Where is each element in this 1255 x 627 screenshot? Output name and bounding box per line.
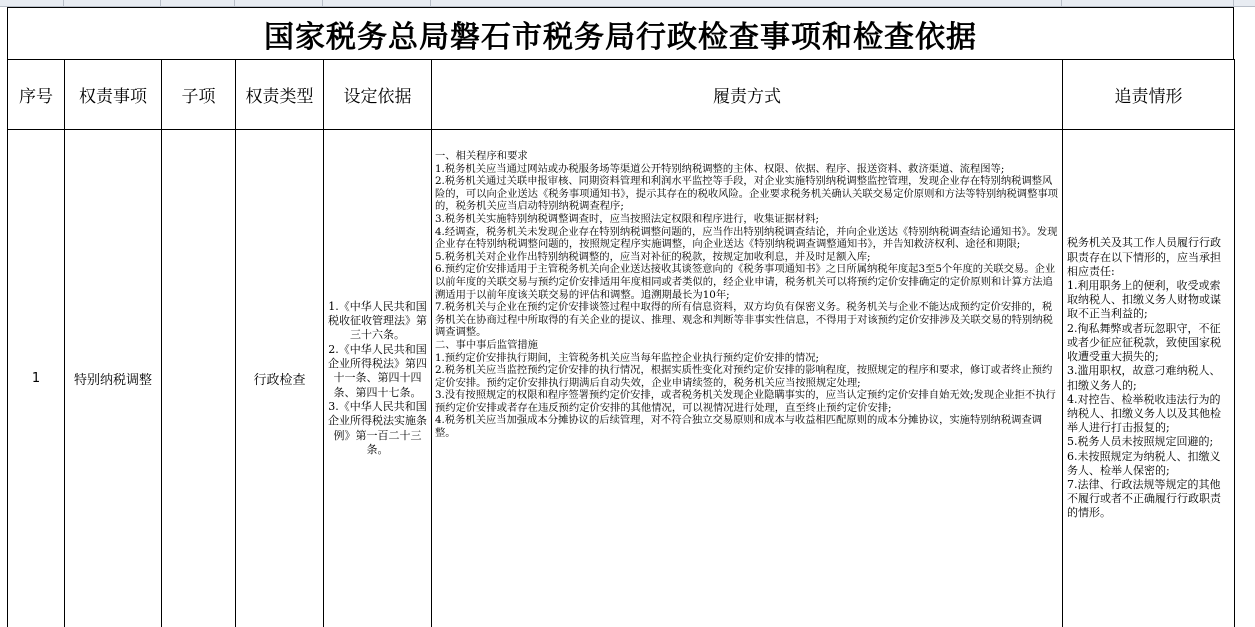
method-line: 1.预约定价安排执行期间，主管税务机关应当每年监控企业执行预约定价安排的情况;: [435, 351, 819, 364]
cell-item[interactable]: 特别纳税调整: [65, 130, 162, 627]
accountability-line: 3.滥用职权，故意刁难纳税人、扣缴义务人的;: [1067, 364, 1221, 392]
basis-line: 1.《中华人民共和国税收征收管理法》第三十六条。: [328, 299, 427, 342]
accountability-line: 4.对控告、检举税收违法行为的纳税人、扣缴义务人以及其他检举人进行打击报复的;: [1067, 392, 1221, 435]
method-line: 3.没有按照规定的权限和程序签署预约定价安排，或者税务机关发现企业隐瞒事实的，应当认定预约定价安排自始无效;发现企业拒不执行预约定价安排或者存在违反预约定价安排的其他情况，可以视情况进行处理，直至终止预约定价安排;: [435, 389, 1056, 414]
spreadsheet-column-header-strip: [0, 0, 1255, 7]
sheet-title: 国家税务总局磐石市税务局行政检查事项和检查依据: [7, 7, 1234, 59]
cell-sub[interactable]: [162, 130, 236, 627]
header-type[interactable]: 权责类型: [236, 60, 324, 130]
accountability-line: 5.税务人员未按照规定回避的;: [1067, 435, 1214, 449]
method-line: 4.经调查，税务机关未发现企业存在特别纳税调整问题的，应当作出特别纳税调查结论，并向企业送达《特别纳税调查结论通知书》。发现企业存在特别纳税调整问题的，按照规定程序实施调整，向企业送达《特别纳税调查调整通知书》，并告知救济权利、途径和期限;: [435, 225, 1058, 251]
cell-seq[interactable]: 1: [8, 130, 65, 627]
spreadsheet-sheet: [0, 7, 1255, 627]
cell-accountability[interactable]: [1063, 130, 1235, 627]
header-method[interactable]: 履责方式: [432, 60, 1063, 130]
accountability-line: 7.法律、行政法规等规定的其他不履行或者不正确履行行政职责的情形。: [1067, 477, 1221, 520]
header-sub[interactable]: 子项: [162, 60, 236, 130]
table-row: [8, 130, 1235, 627]
method-line: 4.税务机关应当加强成本分摊协议的后续管理，对不符合独立交易原则和成本与收益相匹配原则的成本分摊协议，实施特别纳税调查调整。: [435, 414, 1043, 440]
header-basis[interactable]: 设定依据: [324, 60, 432, 130]
cell-method[interactable]: [432, 130, 1063, 627]
inspection-items-table: [7, 59, 1235, 627]
basis-line: 3.《中华人民共和国企业所得税法实施条例》第一百二十三条。: [328, 399, 427, 456]
method-line: 2.税务机关应当监控预约定价安排的执行情况，根据实质性变化对预约定价安排的影响程度，按照规定的程序和要求，修订或者终止预约定价安排。预约定价安排执行期满后自动失效，企业申请续签的，税务机关应当按照规定处理;: [435, 364, 1053, 389]
method-line: 2.税务机关通过关联申报审核、同期资料管理和利润水平监控等手段，对企业实施特别纳税调整监控管理，发现企业存在特别纳税调整风险的，可以向企业送达《税务事项通知书》，提示其存在的税收风险。企业要求税务机关确认关联交易定价原则和方法等特别纳税调整事项的，税务机关应当启动特别纳税调查程序;: [435, 175, 1058, 213]
method-line: 二、事中事后监管措施: [435, 338, 538, 351]
method-list: [435, 150, 1059, 440]
accountability-list: [1067, 236, 1230, 520]
cell-basis[interactable]: [324, 130, 432, 627]
header-seq[interactable]: 序号: [8, 60, 65, 130]
header-item[interactable]: 权责事项: [65, 60, 162, 130]
method-line: 7.税务机关与企业在预约定价安排谈签过程中取得的所有信息资料，双方均负有保密义务。税务机关与企业不能达成预约定价安排的，税务机关在协商过程中所取得的有关企业的提议、推理、观念和判断等非事实性信息，不得用于对该预约定价安排涉及关联交易的特别纳税调查调整。: [435, 301, 1053, 339]
accountability-line: 6.未按照规定为纳税人、扣缴义务人、检举人保密的;: [1067, 449, 1221, 477]
basis-list: [328, 300, 427, 457]
accountability-line: 1.利用职务上的便利，收受或索取纳税人、扣缴义务人财物或谋取不正当利益的;: [1067, 279, 1221, 321]
method-line: 3.税务机关实施特别纳税调整调查时，应当按照法定权限和程序进行，收集证据材料;: [435, 212, 819, 225]
method-line: 一、相关程序和要求: [435, 150, 528, 162]
accountability-line: 2.徇私舞弊或者玩忽职守，不征或者少征应征税款，致使国家税收遭受重大损失的;: [1067, 321, 1221, 364]
header-accountability[interactable]: 追责情形: [1063, 60, 1235, 130]
method-line: 5.税务机关对企业作出特别纳税调整的，应当对补征的税款，按规定加收利息，并及时足额入库;: [435, 250, 871, 263]
method-line: 1.税务机关应当通过网站或办税服务场等渠道公开特别纳税调整的主体、权限、依据、程序、报送资料、救济渠道、流程图等;: [435, 162, 1005, 175]
cell-type[interactable]: 行政检查: [236, 130, 324, 627]
header-row: [8, 60, 1235, 130]
accountability-line: 税务机关及其工作人员履行行政职责存在以下情形的，应当承担相应责任:: [1067, 236, 1221, 278]
method-line: 6.预约定价安排适用于主管税务机关向企业送达接收其谈签意向的《税务事项通知书》之日所属纳税年度起3至5个年度的关联交易。企业以前年度的关联交易与预约定价安排适用年度相同或者类似的，经企业申请，税务机关可以将预约定价安排确定的定价原则和计算方法追溯适用于以前年度该关联交易的评估和调整。追溯期最长为10年;: [435, 263, 1056, 301]
basis-line: 2.《中华人民共和国企业所得税法》第四十一条、第四十四条、第四十七条。: [328, 342, 427, 399]
